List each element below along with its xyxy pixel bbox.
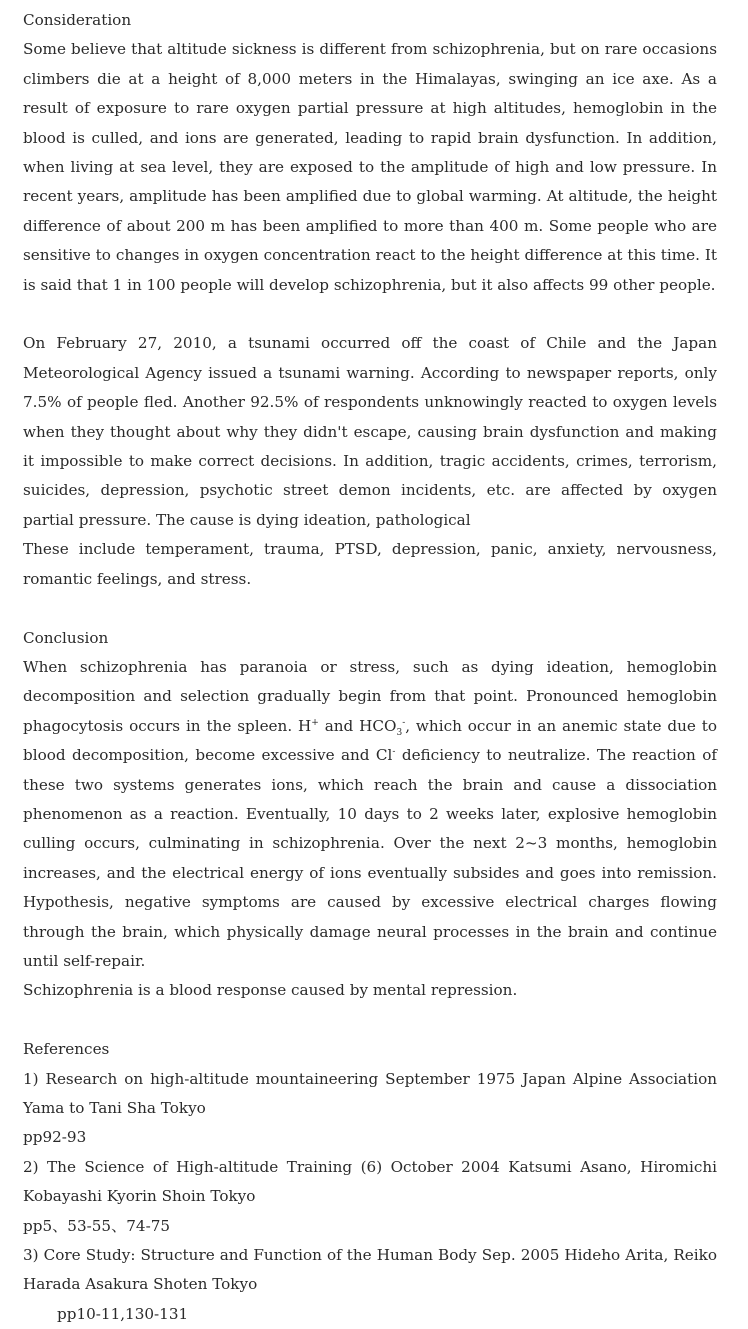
paragraph-gap (23, 594, 717, 623)
consideration-paragraph-2: On February 27, 2010, a tsunami occurred off the coast of Chile and the Japan Meteorological Agency issued a tsunami warning. According to newspaper reports, only 7.5% of people fled. Another 92.5% of respondents unknowingly reacted to oxygen levels when they thought about why they didn't escape, causing brain dysfunction and making it impossible to make correct decisions. In addition, tragic accidents, crimes, terrorism, suicides, depression, psychotic street demon incidents, etc. are affected by oxygen partial pressure. The cause is dying ideation, pathological (23, 334, 717, 529)
reference-2-pages: pp5、53-55、74-75 (23, 1216, 171, 1235)
reference-3: 3) Core Study: Structure and Function of the Human Body Sep. 2005 Hideho Arita, Reiko Harada Asakura Shoten Tokyo (23, 1246, 717, 1294)
conclusion-paragraph (23, 653, 717, 976)
conclusion-final-line: Schizophrenia is a blood response caused by mental repression. (23, 981, 518, 1000)
conclusion-text-part-4: deficiency to neutralize. The reaction of these two systems generates ions, which reach the brain and cause a dissociation phenomenon as a reaction. Eventually, 10 days to 2 weeks later, explosive hemoglobin culling occurs, culminating in schizophrenia. Over the next 2~3 months, hemoglobin increases, and the electrical energy of ions eventually subsides and goes into remission. Hypothesis, negative symptoms are caused by excessive electrical charges flowing through the brain, which physically damage neural processes in the brain and continue until self-repair. (23, 746, 717, 970)
conclusion-text-part-2: and HCO (318, 716, 397, 735)
reference-1: 1) Research on high-altitude mountaineering September 1975 Japan Alpine Association Yama to Tani Sha Tokyo (23, 1069, 717, 1117)
document-body (23, 6, 717, 1329)
references-heading: References (23, 1040, 110, 1059)
cl-ion-charge: - (392, 747, 396, 758)
conclusion-heading: Conclusion (23, 628, 109, 647)
reference-2: 2) The Science of High-altitude Training (6) October 2004 Katsumi Asano, Hiromichi Kobayashi Kyorin Shoin Tokyo (23, 1157, 717, 1206)
reference-3-pages: pp10-11,130-131 (57, 1304, 189, 1323)
h-ion-charge: + (311, 717, 319, 728)
paragraph-gap (23, 1006, 717, 1035)
consideration-heading: Consideration (23, 11, 132, 29)
hco3-subscript: 3 (396, 727, 403, 738)
consideration-paragraph-3: These include temperament, trauma, PTSD, depression, panic, anxiety, nervousness, romantic feelings, and stress. (23, 540, 717, 588)
paragraph-gap (23, 300, 717, 329)
reference-1-pages: pp92-93 (23, 1128, 87, 1147)
consideration-paragraph-1: Some believe that altitude sickness is different from schizophrenia, but on rare occasions climbers die at a height of 8,000 meters in the Himalayas, swinging an ice axe. As a result of exposure to rare oxygen partial pressure at high altitudes, hemoglobin in the blood is culled, and ions are generated, leading to rapid brain dysfunction. In addition, when living at sea level, they are exposed to the amplitude of high and low pressure. In recent years, amplitude has been amplified due to global warming. At altitude, the height difference of about 200 m has been amplified to more than 400 m. Some people who are sensitive to changes in oxygen concentration react to the height difference at this time. It is said that 1 in 100 people will develop schizophrenia, but it also affects 99 other people. (23, 40, 717, 294)
hco3-ion-charge: - (402, 717, 406, 728)
conclusion-text-part-3: , which occur in an anemic state due to blood decomposition, become excessive and Cl (23, 716, 718, 765)
conclusion-text-part-1: When schizophrenia has paranoia or stress, such as dying ideation, hemoglobin decomposition and selection gradually begin from that point. Pronounced hemoglobin phagocytosis occurs in the spleen. H (23, 657, 717, 735)
